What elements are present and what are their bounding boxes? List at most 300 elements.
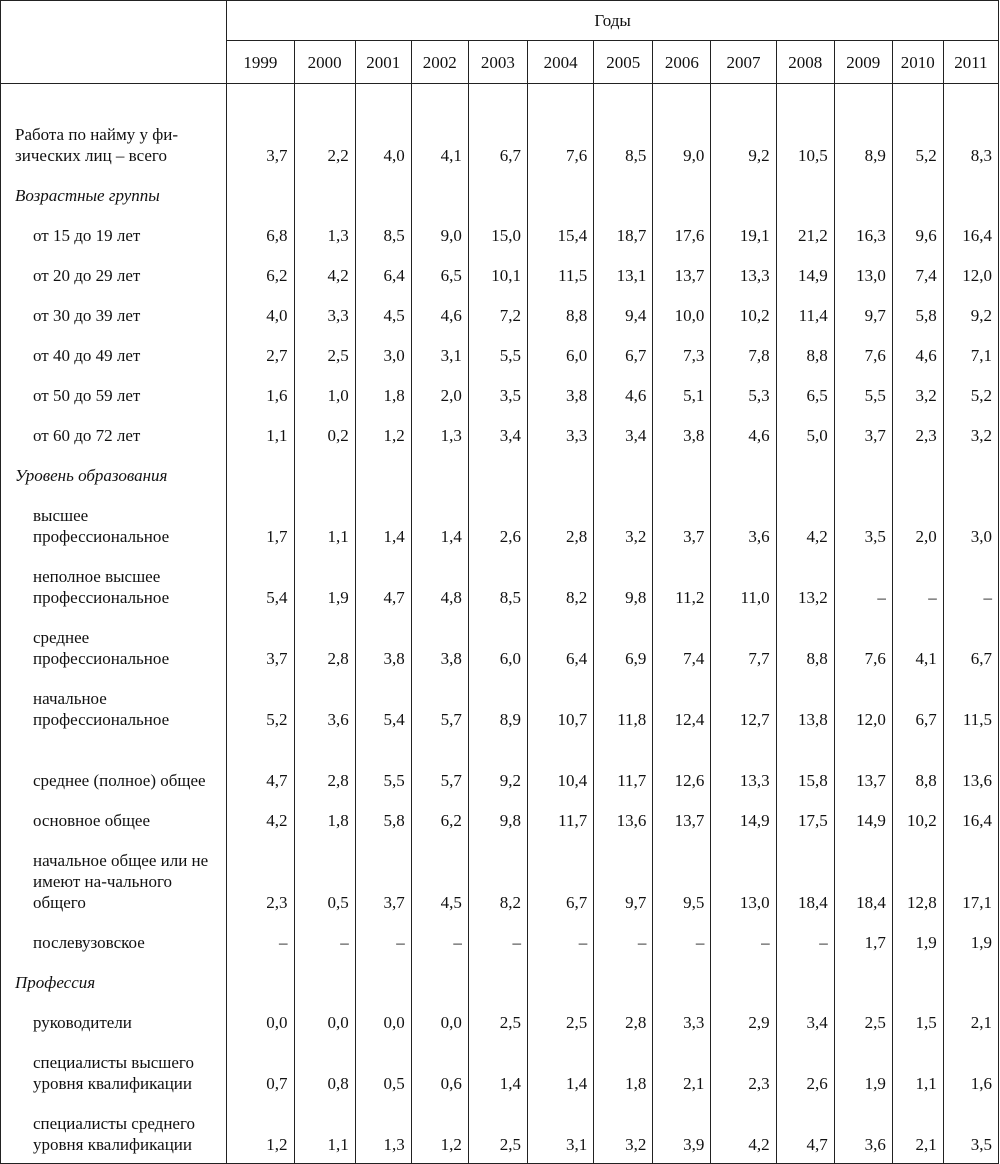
value-cell: 11,0 [711,555,776,616]
value-cell: 1,6 [943,1041,998,1102]
value-cell: 2,1 [943,1001,998,1041]
value-cell [776,961,834,1001]
value-cell: 21,2 [776,214,834,254]
value-cell: 13,6 [943,738,998,799]
table-row [1,374,999,414]
value-cell: 8,3 [943,84,998,175]
value-cell: 1,3 [294,214,355,254]
table-row [1,334,999,374]
value-cell: 5,5 [355,738,411,799]
year-header: 2011 [943,41,998,84]
value-cell [776,454,834,494]
value-cell [943,961,998,1001]
value-cell [834,961,892,1001]
year-header: 2004 [527,41,593,84]
value-cell: 3,2 [594,1102,653,1164]
value-cell: 6,4 [355,254,411,294]
table-row [1,799,999,839]
value-cell: 4,8 [411,555,468,616]
value-cell: 9,5 [653,839,711,921]
row-label: от 30 до 39 лет [1,294,227,334]
value-cell: 7,6 [527,84,593,175]
section-row [1,174,999,214]
value-cell [594,961,653,1001]
value-cell: 15,0 [468,214,527,254]
header-corner-cell [1,1,227,84]
value-cell: 4,7 [776,1102,834,1164]
value-cell: – [355,921,411,961]
value-cell: 18,7 [594,214,653,254]
value-cell [468,454,527,494]
value-cell: 2,1 [892,1102,943,1164]
value-cell: 6,9 [594,616,653,677]
value-cell: 2,3 [227,839,294,921]
value-cell: 1,4 [355,494,411,555]
value-cell: 10,5 [776,84,834,175]
value-cell: – [892,555,943,616]
row-label: специалисты среднего уровня квалификации [1,1102,227,1164]
value-cell: 1,2 [355,414,411,454]
value-cell: 8,2 [468,839,527,921]
year-header: 1999 [227,41,294,84]
value-cell: 3,1 [527,1102,593,1164]
value-cell: 18,4 [834,839,892,921]
value-cell: 9,0 [653,84,711,175]
value-cell: 1,1 [227,414,294,454]
value-cell: 12,6 [653,738,711,799]
value-cell: 6,8 [227,214,294,254]
value-cell: 13,3 [711,254,776,294]
section-row [1,454,999,494]
year-header: 2007 [711,41,776,84]
value-cell: 11,2 [653,555,711,616]
value-cell: 4,7 [227,738,294,799]
value-cell [227,174,294,214]
year-header: 2006 [653,41,711,84]
value-cell [943,174,998,214]
value-cell: 6,7 [468,84,527,175]
value-cell: 19,1 [711,214,776,254]
value-cell: 4,5 [355,294,411,334]
table-row [1,1102,999,1164]
row-label: специалисты высшего уровня квалификации [1,1041,227,1102]
value-cell: 1,6 [227,374,294,414]
value-cell: 10,7 [527,677,593,738]
years-group-header: Годы [227,1,999,41]
row-label: Работа по найму у фи-зических лиц – всего [1,84,227,175]
value-cell: 0,0 [227,1001,294,1041]
value-cell: 12,7 [711,677,776,738]
year-header: 2003 [468,41,527,84]
value-cell [711,961,776,1001]
value-cell: 3,3 [294,294,355,334]
value-cell: 2,8 [594,1001,653,1041]
value-cell: 9,0 [411,214,468,254]
value-cell: 6,4 [527,616,593,677]
value-cell: 2,5 [294,334,355,374]
table-row [1,1041,999,1102]
value-cell: 3,2 [943,414,998,454]
value-cell: 4,2 [711,1102,776,1164]
value-cell: 13,0 [834,254,892,294]
value-cell: 8,8 [776,616,834,677]
value-cell [468,961,527,1001]
value-cell: 3,5 [468,374,527,414]
value-cell: 2,2 [294,84,355,175]
value-cell: 8,8 [776,334,834,374]
row-label: от 60 до 72 лет [1,414,227,454]
value-cell: 4,7 [355,555,411,616]
value-cell: 3,3 [653,1001,711,1041]
value-cell: 3,5 [834,494,892,555]
value-cell: 2,6 [776,1041,834,1102]
value-cell: 4,0 [355,84,411,175]
value-cell: 3,8 [653,414,711,454]
table-row [1,839,999,921]
value-cell: 1,1 [294,1102,355,1164]
year-header: 2002 [411,41,468,84]
value-cell: 0,8 [294,1041,355,1102]
table-row [1,677,999,738]
value-cell: 2,5 [834,1001,892,1041]
value-cell: 2,5 [527,1001,593,1041]
value-cell: 10,2 [892,799,943,839]
value-cell: – [834,555,892,616]
row-label: от 20 до 29 лет [1,254,227,294]
value-cell: 4,0 [227,294,294,334]
value-cell: 1,8 [294,799,355,839]
value-cell: 13,7 [653,799,711,839]
value-cell [355,961,411,1001]
value-cell: 2,8 [527,494,593,555]
value-cell: 5,4 [227,555,294,616]
table-row [1,494,999,555]
value-cell: – [711,921,776,961]
value-cell: – [294,921,355,961]
value-cell: – [227,921,294,961]
value-cell: 16,3 [834,214,892,254]
value-cell: 5,8 [892,294,943,334]
value-cell: 1,8 [594,1041,653,1102]
value-cell: 0,5 [355,1041,411,1102]
value-cell: 2,0 [411,374,468,414]
value-cell: 6,2 [227,254,294,294]
row-label: основное общее [1,799,227,839]
value-cell: 4,2 [227,799,294,839]
value-cell: 0,6 [411,1041,468,1102]
value-cell: 3,4 [594,414,653,454]
value-cell [594,454,653,494]
value-cell [892,174,943,214]
value-cell [711,454,776,494]
value-cell: 13,0 [711,839,776,921]
value-cell [355,174,411,214]
value-cell [653,454,711,494]
value-cell: 3,2 [892,374,943,414]
value-cell: 3,9 [653,1102,711,1164]
value-cell: 1,8 [355,374,411,414]
value-cell: 4,2 [776,494,834,555]
value-cell: 9,2 [943,294,998,334]
table-row [1,738,999,799]
value-cell: 3,7 [227,84,294,175]
value-cell: 7,7 [711,616,776,677]
table-row [1,414,999,454]
value-cell: 4,6 [594,374,653,414]
value-cell: 2,8 [294,738,355,799]
value-cell: 3,8 [527,374,593,414]
value-cell: 6,7 [943,616,998,677]
value-cell: 1,2 [411,1102,468,1164]
value-cell: 17,6 [653,214,711,254]
value-cell: 0,5 [294,839,355,921]
value-cell: 1,3 [411,414,468,454]
value-cell: 1,3 [355,1102,411,1164]
section-label: Профессия [1,961,227,1001]
value-cell: 10,0 [653,294,711,334]
value-cell: 5,7 [411,738,468,799]
table-row [1,84,999,175]
value-cell [892,454,943,494]
value-cell: 3,4 [776,1001,834,1041]
year-header: 2001 [355,41,411,84]
value-cell: 5,3 [711,374,776,414]
value-cell: 13,2 [776,555,834,616]
value-cell: 1,9 [892,921,943,961]
value-cell: 15,4 [527,214,593,254]
value-cell: 3,8 [411,616,468,677]
value-cell: 8,8 [527,294,593,334]
value-cell: 2,5 [468,1102,527,1164]
value-cell: 8,2 [527,555,593,616]
table-row [1,921,999,961]
value-cell: 6,0 [468,616,527,677]
value-cell: 5,7 [411,677,468,738]
section-label: Возрастные группы [1,174,227,214]
year-header: 2005 [594,41,653,84]
value-cell: 7,3 [653,334,711,374]
value-cell: 6,7 [892,677,943,738]
value-cell: 1,4 [527,1041,593,1102]
row-label: от 50 до 59 лет [1,374,227,414]
value-cell: 11,7 [594,738,653,799]
value-cell: 2,9 [711,1001,776,1041]
value-cell [411,454,468,494]
value-cell: 5,5 [468,334,527,374]
value-cell: 7,4 [653,616,711,677]
value-cell: 4,1 [411,84,468,175]
row-label: руководители [1,1001,227,1041]
value-cell: 16,4 [943,799,998,839]
value-cell [776,174,834,214]
value-cell: 2,3 [892,414,943,454]
value-cell: 7,6 [834,334,892,374]
value-cell: 3,5 [943,1102,998,1164]
value-cell: 2,6 [468,494,527,555]
value-cell: 0,2 [294,414,355,454]
value-cell: 3,6 [834,1102,892,1164]
value-cell: 1,1 [892,1041,943,1102]
value-cell: 2,5 [468,1001,527,1041]
value-cell [355,454,411,494]
value-cell: 11,7 [527,799,593,839]
value-cell [527,961,593,1001]
value-cell: 4,1 [892,616,943,677]
value-cell: 4,6 [411,294,468,334]
value-cell: 1,5 [892,1001,943,1041]
value-cell: 18,4 [776,839,834,921]
value-cell: 3,7 [834,414,892,454]
row-label: начальное общее или не имеют на-чального общего [1,839,227,921]
value-cell [653,961,711,1001]
value-cell: 6,7 [594,334,653,374]
row-label: послевузовское [1,921,227,961]
value-cell: 6,5 [411,254,468,294]
value-cell: 9,7 [594,839,653,921]
year-header: 2009 [834,41,892,84]
table-row [1,294,999,334]
table-row [1,254,999,294]
value-cell: 2,1 [653,1041,711,1102]
value-cell [294,454,355,494]
value-cell: 8,9 [468,677,527,738]
value-cell: 9,4 [594,294,653,334]
value-cell: 13,8 [776,677,834,738]
value-cell: 6,2 [411,799,468,839]
value-cell: 10,2 [711,294,776,334]
section-row [1,961,999,1001]
value-cell: 6,0 [527,334,593,374]
value-cell: 1,9 [943,921,998,961]
year-header: 2000 [294,41,355,84]
value-cell: 4,5 [411,839,468,921]
value-cell: 11,5 [943,677,998,738]
value-cell: 4,2 [294,254,355,294]
value-cell: – [594,921,653,961]
value-cell: 12,4 [653,677,711,738]
value-cell [294,174,355,214]
value-cell: 1,4 [468,1041,527,1102]
value-cell: 11,8 [594,677,653,738]
value-cell: – [468,921,527,961]
value-cell: 2,8 [294,616,355,677]
value-cell: 12,0 [943,254,998,294]
value-cell: 15,8 [776,738,834,799]
value-cell [943,454,998,494]
value-cell: 17,5 [776,799,834,839]
value-cell [294,961,355,1001]
value-cell: 5,4 [355,677,411,738]
value-cell: 11,5 [527,254,593,294]
row-label: начальное профессиональное [1,677,227,738]
value-cell: 9,7 [834,294,892,334]
value-cell: 3,1 [411,334,468,374]
table-row [1,616,999,677]
value-cell: 8,8 [892,738,943,799]
value-cell: 0,0 [355,1001,411,1041]
value-cell: 8,9 [834,84,892,175]
table-header [1,1,999,84]
value-cell [711,174,776,214]
value-cell: 0,0 [411,1001,468,1041]
table-body [1,84,999,1164]
value-cell: 16,4 [943,214,998,254]
value-cell: 1,0 [294,374,355,414]
value-cell [892,961,943,1001]
value-cell: 2,0 [892,494,943,555]
value-cell: 14,9 [711,799,776,839]
value-cell: 13,1 [594,254,653,294]
year-header: 2010 [892,41,943,84]
value-cell: 10,1 [468,254,527,294]
value-cell: 5,5 [834,374,892,414]
value-cell: 7,8 [711,334,776,374]
value-cell [227,454,294,494]
value-cell: – [776,921,834,961]
row-label: неполное высшее профессиональное [1,555,227,616]
value-cell: – [527,921,593,961]
value-cell: 3,3 [527,414,593,454]
value-cell: 3,8 [355,616,411,677]
year-header: 2008 [776,41,834,84]
value-cell: 8,5 [355,214,411,254]
row-label: от 40 до 49 лет [1,334,227,374]
value-cell: 1,7 [227,494,294,555]
value-cell: 1,9 [834,1041,892,1102]
value-cell: 13,6 [594,799,653,839]
value-cell: 3,6 [294,677,355,738]
value-cell: 3,0 [355,334,411,374]
value-cell: 12,8 [892,839,943,921]
value-cell: 0,0 [294,1001,355,1041]
value-cell: 5,1 [653,374,711,414]
value-cell: 3,4 [468,414,527,454]
value-cell: 7,1 [943,334,998,374]
value-cell: 11,4 [776,294,834,334]
value-cell: 14,9 [834,799,892,839]
value-cell: 3,2 [594,494,653,555]
value-cell [653,174,711,214]
value-cell: 17,1 [943,839,998,921]
value-cell: 12,0 [834,677,892,738]
value-cell: 7,4 [892,254,943,294]
value-cell: – [943,555,998,616]
value-cell: 5,2 [943,374,998,414]
value-cell: 3,7 [653,494,711,555]
value-cell: 6,5 [776,374,834,414]
value-cell: 13,7 [834,738,892,799]
value-cell: 1,9 [294,555,355,616]
value-cell [227,961,294,1001]
header-row-group [1,1,999,41]
value-cell: 1,2 [227,1102,294,1164]
value-cell: 8,5 [594,84,653,175]
value-cell: 9,2 [468,738,527,799]
value-cell: 3,0 [943,494,998,555]
value-cell: 9,8 [594,555,653,616]
value-cell [527,174,593,214]
value-cell: 13,7 [653,254,711,294]
value-cell: 0,7 [227,1041,294,1102]
value-cell: 8,5 [468,555,527,616]
value-cell [527,454,593,494]
value-cell: 10,4 [527,738,593,799]
value-cell [468,174,527,214]
table-row [1,214,999,254]
value-cell: 2,7 [227,334,294,374]
value-cell: 6,7 [527,839,593,921]
section-label: Уровень образования [1,454,227,494]
